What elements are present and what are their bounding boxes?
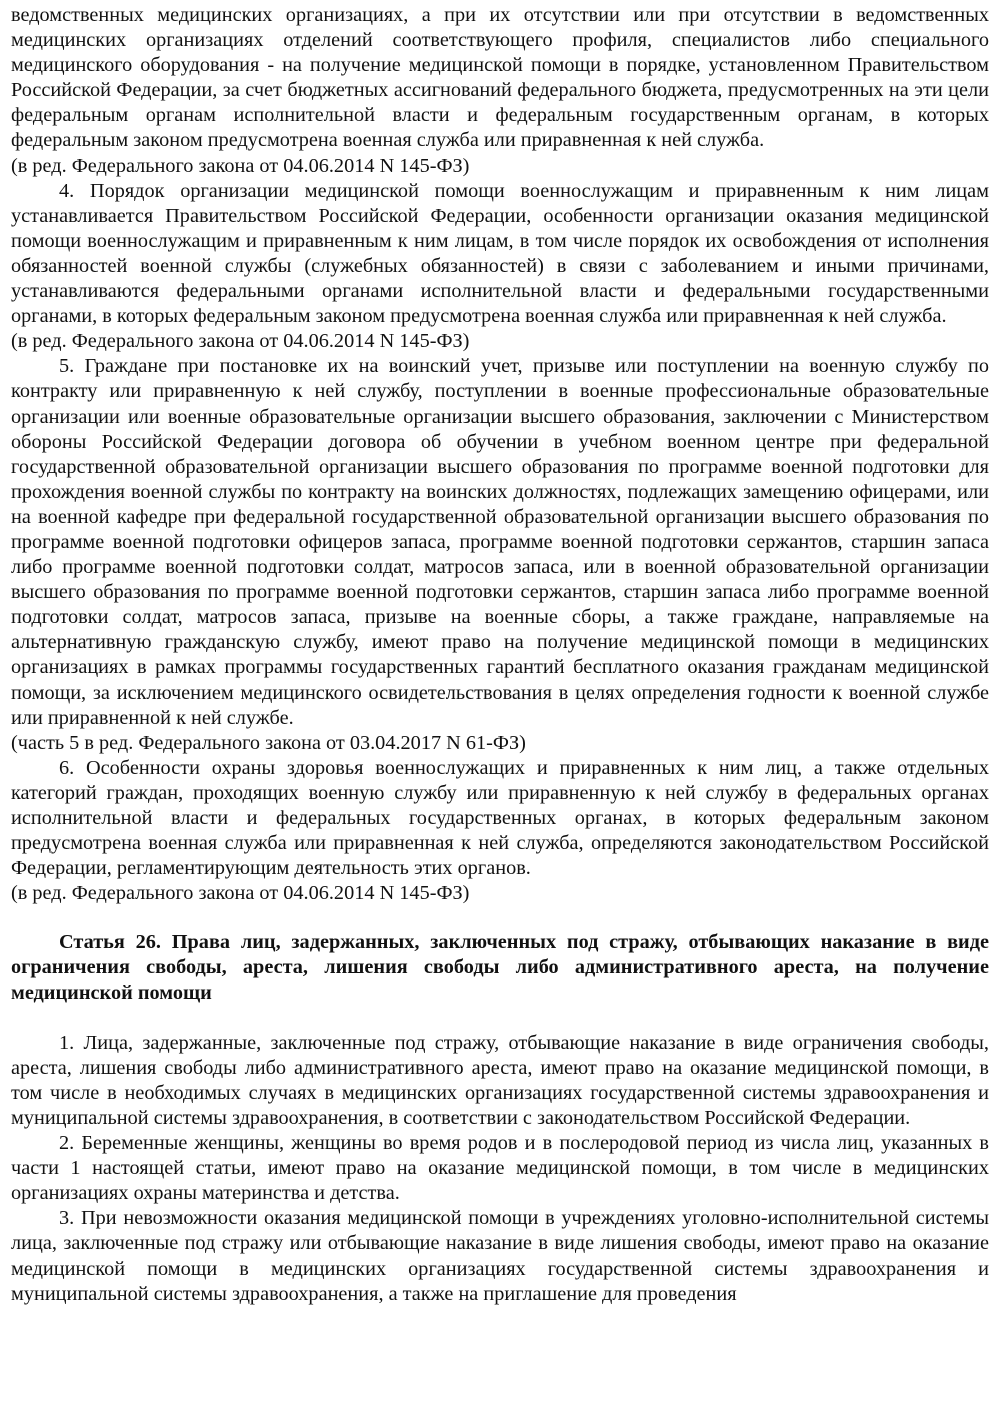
amendment-note: (в ред. Федерального закона от 04.06.2014 N 145-ФЗ)	[11, 154, 470, 177]
paragraph-part-6: 6. Особенности охраны здоровья военнослужащих и приравненных к ним лиц, а также отдельных категорий граждан, проходящих военную службу или приравненную к ней службу в федеральных органах исполнительной власти и федеральных государственных органах, в которых федеральным законом предусмотрена военная служба или приравненная к ней служба, определяются законодательством Российской Федерации, регламентирующим деятельность этих органов.	[11, 756, 989, 880]
amendment-note: (в ред. Федерального закона от 04.06.2014 N 145-ФЗ)	[11, 882, 470, 905]
paragraph-part-5: 5. Граждане при постановке их на воинский учет, призыве или поступлении на военную службу по контракту или приравненную к ней службу, поступлении в военные профессиональные образовательные организации или военные образовательные организации высшего образования, заключении с Министерством обороны Российской Федерации договора об обучении в учебном военном центре при федеральной государственной образовательной организации высшего образования по программе военной подготовки для прохождения военной службы по контракту на воинских должностях, подлежащих замещению офицерами, или на военной кафедре при федеральной государственной образовательной организации высшего образования по программе военной подготовки офицеров запаса, программе военной подготовки сержантов, старшин запаса либо программе военной подготовки солдат, матросов запаса, или в военной образовательной организации высшего образования по программе военной подготовки сержантов, старшин запаса либо программе военной подготовки солдат, матросов запаса, призыве на военные сборы, а также граждане, направляемые на альтернативную гражданскую службу, имеют право на получение медицинской помощи в медицинских организациях в рамках программы государственных гарантий бесплатного оказания гражданам медицинской помощи, за исключением медицинского освидетельствования в целях определения годности к военной службе или приравненной к ней службе.	[11, 355, 989, 729]
amendment-note: (часть 5 в ред. Федерального закона от 03.04.2017 N 61-ФЗ)	[11, 731, 526, 754]
article-26-part-1: 1. Лица, задержанные, заключенные под стражу, отбывающие наказание в виде ограничения свободы, ареста, лишения свободы либо административного ареста, имеют право на оказание медицинской помощи, в том числе в необходимых случаях в медицинских организациях государственной системы здравоохранения и муниципальной системы здравоохранения, в соответствии с законодательством Российской Федерации.	[11, 1031, 989, 1129]
article-26-title: Статья 26. Права лиц, задержанных, заключенных под стражу, отбывающих наказание в виде ограничения свободы, ареста, лишения свободы либо административного ареста, на получение медицинской помощи	[11, 931, 989, 1004]
amendment-note: (в ред. Федерального закона от 04.06.2014 N 145-ФЗ)	[11, 330, 470, 353]
document-page	[11, 3, 989, 1307]
article-26-part-3: 3. При невозможности оказания медицинской помощи в учреждениях уголовно-исполнительной системы лица, заключенные под стражу или отбывающие наказание в виде лишения свободы, имеют право на оказание медицинской помощи в медицинских организациях государственной системы здравоохранения и муниципальной системы здравоохранения, а также на приглашение для проведения	[11, 1207, 989, 1305]
article-26-part-2: 2. Беременные женщины, женщины во время родов и в послеродовой период из числа лиц, указанных в части 1 настоящей статьи, имеют право на оказание медицинской помощи, в том числе в медицинских организациях охраны материнства и детства.	[11, 1132, 989, 1205]
spacer	[11, 1006, 989, 1031]
paragraph-part-4: 4. Порядок организации медицинской помощи военнослужащим и приравненным к ним лицам устанавливается Правительством Российской Федерации, особенности организации оказания медицинской помощи военнослужащим и приравненным к ним лицам, в том числе порядок их освобождения от исполнения обязанностей военной службы (служебных обязанностей) в связи с заболеванием и иными причинами, устанавливаются федеральными органами исполнительной власти и федеральными государственными органами, в которых федеральным законом предусмотрена военная служба или приравненная к ней служба.	[11, 179, 989, 328]
paragraph-part-3-continuation: ведомственных медицинских организациях, а при их отсутствии или при отсутствии в ведомственных медицинских организациях отделений соответствующего профиля, специалистов либо специального медицинского оборудования - на получение медицинской помощи в порядке, установленном Правительством Российской Федерации, за счет бюджетных ассигнований федерального бюджета, предусмотренных на эти цели федеральным органам исполнительной власти и федеральным государственным органам, в которых федеральным законом предусмотрена военная служба или приравненная к ней служба.	[11, 4, 989, 152]
